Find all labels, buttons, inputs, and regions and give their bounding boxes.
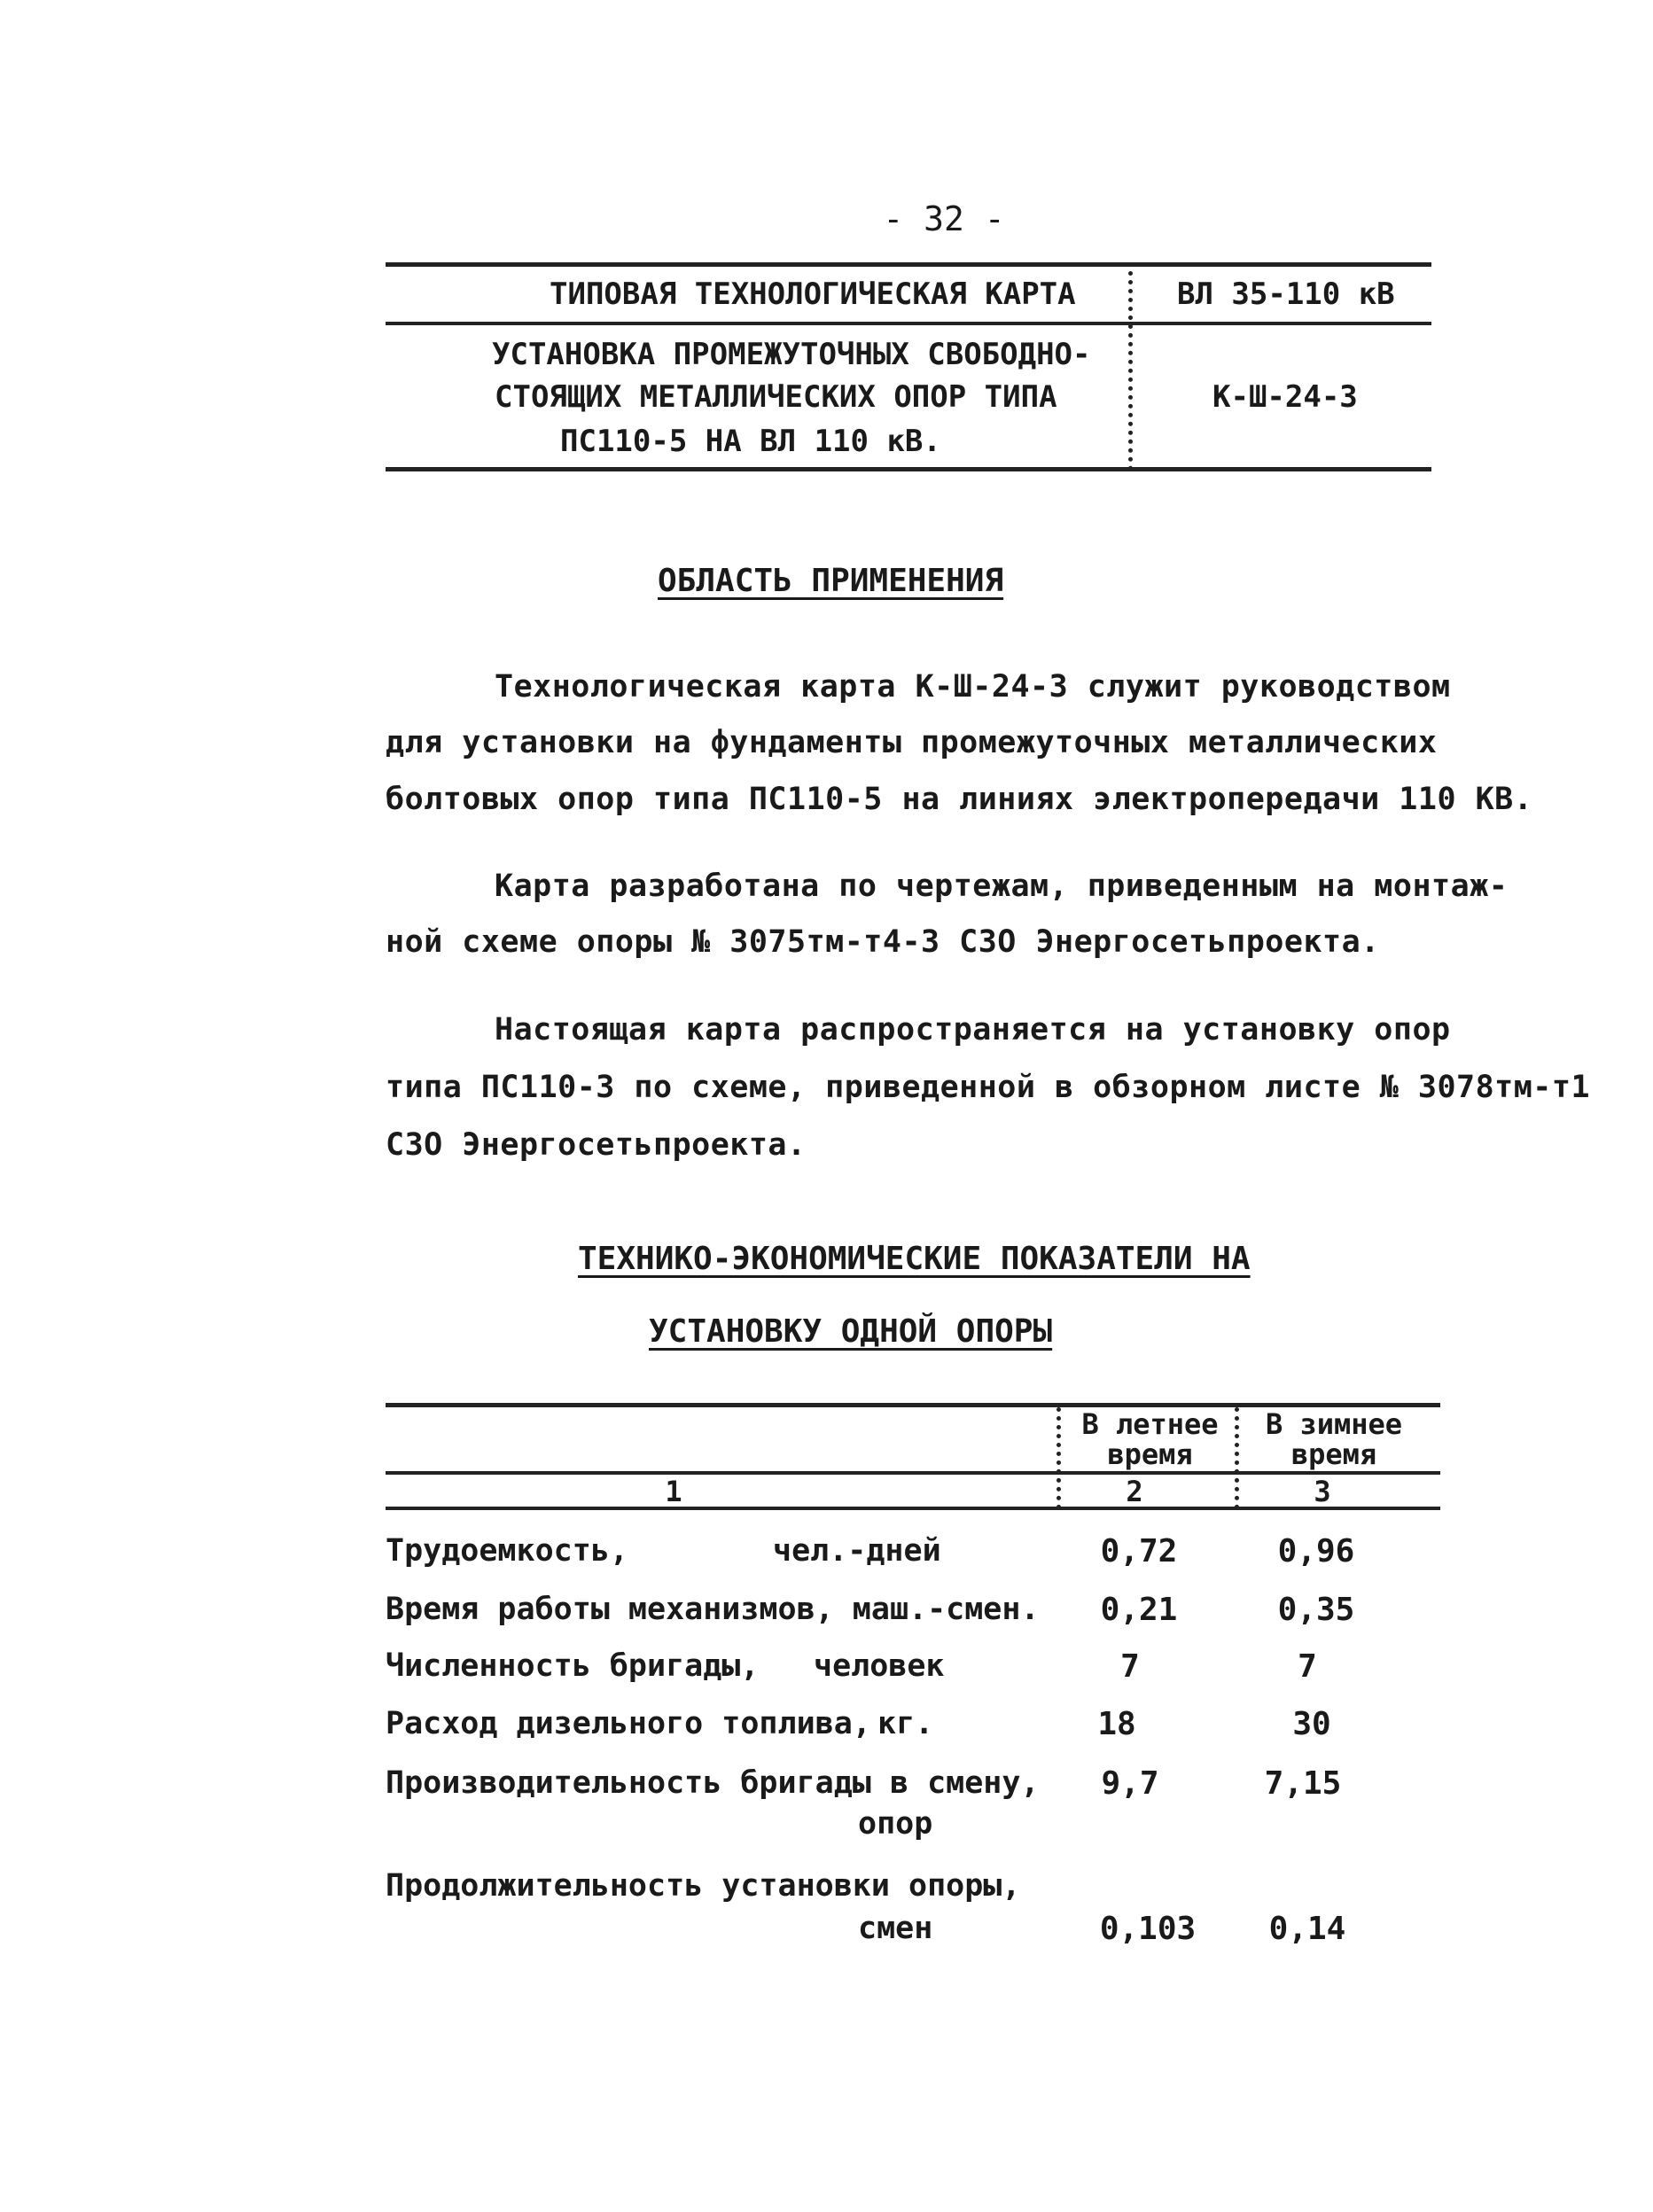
row-summer-value: 18 [1097, 1706, 1136, 1742]
card-title-line-1: УСТАНОВКА ПРОМЕЖУТОЧНЫХ СВОБОДНО- [492, 337, 1091, 372]
row-unit: кг. [877, 1706, 934, 1741]
card-title-line-2: СТОЯЩИХ МЕТАЛЛИЧЕСКИХ ОПОР ТИПА [495, 379, 1057, 415]
row-label: Время работы механизмов, маш.-смен. [386, 1592, 1040, 1627]
col-number-3: 3 [1314, 1475, 1331, 1508]
row-unit: смен [858, 1911, 933, 1946]
col-winter-header-line-2: время [1290, 1437, 1377, 1471]
header-mid-rule [386, 322, 1431, 325]
scope-p3-line-1: Настоящая карта распространяется на установку опор [495, 1012, 1451, 1048]
header-separator [1128, 271, 1136, 471]
card-title-line-3: ПС110-5 НА ВЛ 110 кВ. [560, 424, 941, 459]
col-number-1: 1 [665, 1475, 682, 1508]
scope-p1-line-3: болтовых опор типа ПС110-5 на линиях электропередачи 110 КВ. [386, 782, 1533, 817]
scope-p2-line-2: ной схеме опоры № 3075тм-т4-3 СЗО Энергосетьпроекта. [386, 924, 1380, 960]
scope-p3-line-3: СЗО Энергосетьпроекта. [386, 1127, 807, 1163]
row-summer-value: 7 [1120, 1648, 1140, 1685]
row-summer-value: 0,21 [1100, 1592, 1178, 1628]
scope-p1-line-1: Технологическая карта К-Ш-24-3 служит руководством [495, 669, 1451, 705]
line-class: ВЛ 35-110 кВ [1177, 276, 1395, 312]
col-summer-header-line-1: В летнее [1081, 1407, 1219, 1441]
row-summer-value: 0,103 [1099, 1911, 1197, 1947]
row-summer-value: 0,72 [1100, 1533, 1178, 1569]
indicators-heading-line-2: УСТАНОВКУ ОДНОЙ ОПОРЫ [649, 1313, 1053, 1350]
page-number: - 32 - [883, 199, 1005, 238]
scope-p2-line-1: Карта разработана по чертежам, приведенным на монтаж- [495, 868, 1509, 904]
scope-heading: ОБЛАСТЬ ПРИМЕНЕНИЯ [658, 563, 1004, 599]
row-winter-value: 7,15 [1264, 1765, 1342, 1802]
col-winter-header-line-1: В зимнее [1265, 1407, 1403, 1441]
header-bottom-rule [386, 467, 1431, 471]
header-top-rule [386, 262, 1431, 267]
row-unit: опор [858, 1806, 933, 1842]
row-label: Трудоемкость, [386, 1533, 628, 1569]
row-unit: чел.-дней [773, 1533, 941, 1569]
indicators-heading-line-1: ТЕХНИКО-ЭКОНОМИЧЕСКИЕ ПОКАЗАТЕЛИ НА [578, 1241, 1251, 1277]
card-type: ТИПОВАЯ ТЕХНОЛОГИЧЕСКАЯ КАРТА [550, 276, 1076, 312]
scope-p1-line-2: для установки на фундаменты промежуточных металлических [386, 725, 1438, 760]
row-label: Расход дизельного топлива, [386, 1706, 871, 1741]
col-summer-header-line-2: время [1107, 1437, 1193, 1471]
row-label: Численность бригады, [386, 1648, 760, 1684]
row-winter-value: 0,96 [1277, 1533, 1355, 1569]
row-winter-value: 7 [1298, 1648, 1317, 1685]
row-winter-value: 0,14 [1268, 1911, 1346, 1947]
card-code: К-Ш-24-3 [1212, 379, 1358, 415]
row-unit: человек [814, 1648, 945, 1684]
row-label: Производительность бригады в смену, [386, 1765, 1040, 1801]
scope-p3-line-2: типа ПС110-3 по схеме, приведенной в обзорном листе № 3078тм-т1 [386, 1070, 1591, 1105]
row-label: Продолжительность установки опоры, [386, 1868, 1021, 1904]
table-separator-1 [1057, 1407, 1064, 1509]
col-number-2: 2 [1126, 1475, 1143, 1508]
row-winter-value: 30 [1292, 1706, 1331, 1742]
table-separator-2 [1235, 1407, 1243, 1509]
row-summer-value: 9,7 [1101, 1765, 1159, 1802]
row-winter-value: 0,35 [1277, 1592, 1355, 1628]
